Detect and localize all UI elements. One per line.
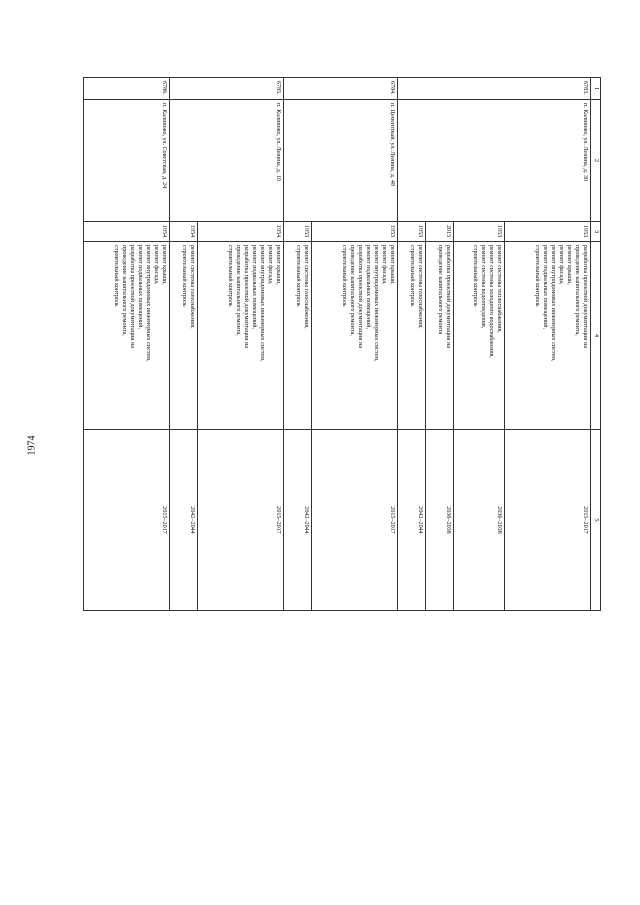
work-line: ремонт внутридомовых инженерных систем, [259,245,266,362]
year-cell: 1953 [453,222,504,242]
work-line: строительный контроль [408,245,415,307]
work-line: ремонт системы теплоснабжения, [495,245,502,333]
work-line: ремонт крыши, [161,245,168,285]
year-cell: 1953 [284,222,312,242]
page-number: 1974 [26,435,38,456]
work-line: ремонт подвальных помещений, [251,245,258,330]
row-number: 6785. [170,78,284,100]
header-col-5: 5 [591,430,601,611]
work-line: строительный контроль [340,245,347,307]
period-cell: 2042–2044 [170,430,198,611]
work-line: ремонт фасада, [381,245,388,285]
work-line: строительный контроль [180,245,187,307]
period-cell: 2042–2044 [398,430,426,611]
period-cell: 2036–2038 [453,430,504,611]
works-cell [398,242,426,430]
table-row [504,78,590,611]
work-line: ремонт фасада, [153,245,160,285]
work-line: ремонт внутридомовых инженерных систем, [145,245,152,362]
address-cell: п. Калиново, ул. Советская, д. 24 [84,100,170,222]
rotated-table-container [83,77,601,610]
header-col-2: 2 [591,100,601,222]
work-line: строительный контроль [471,245,478,307]
header-row [591,78,601,611]
works-cell [311,242,397,430]
work-line: строительный контроль [227,245,234,307]
work-line: разработка проектной документации на [129,245,136,349]
year-cell: 2015 [425,222,453,242]
work-line: ремонт крыши, [565,245,572,285]
period-cell: 2042–2044 [284,430,312,611]
work-line: ремонт фасада, [557,245,564,285]
work-line: разработка проектной документации на [582,245,588,349]
row-number: 6784. [284,78,398,100]
work-line: ремонт подвальных помещений, [541,245,548,330]
year-cell: 1953 [311,222,397,242]
work-line: ремонт фасада, [267,245,274,285]
period-cell: 2015–2017 [84,430,170,611]
year-cell: 1954 [170,222,198,242]
address-cell: п. Калиново, ул. Ленина, д. 10 [170,100,284,222]
table-row [198,78,284,611]
works-cell [84,242,170,430]
work-line: ремонт внутридомовых инженерных систем, [549,245,556,362]
address-cell: п. Цементный, ул. Ленина, д. 48 [284,100,398,222]
work-line: ремонт крыши, [275,245,282,285]
work-line: строительный контроль [294,245,301,307]
work-line: ремонт системы газоснабжения, [302,245,309,329]
work-line: ремонт системы газоснабжения, [416,245,423,329]
row-number: 6786. [84,78,170,100]
works-cell [453,242,504,430]
work-line: ремонт системы газоснабжения, [189,245,196,329]
works-cell [425,242,453,430]
work-line: ремонт системы холодного водоснабжения, [487,245,494,358]
works-cell [284,242,312,430]
work-line: ремонт системы водоотведения, [479,245,486,329]
work-line: проведение капитального ремонта, [235,245,242,336]
work-line: строительный контроль [533,245,540,307]
repair-schedule-table [83,77,601,611]
work-line: разработка проектной документации на [357,245,364,349]
work-line: ремонт подвальных помещений, [365,245,372,330]
header-col-4: 4 [591,242,601,430]
work-line: проведение капитального ремонта [436,245,443,335]
table-row [311,78,397,611]
year-cell: 1954 [198,222,284,242]
table-row [84,78,170,611]
period-cell: 2036–2038 [425,430,453,611]
work-line: разработка проектной документации на [243,245,250,349]
work-line: ремонт подвальных помещений, [137,245,144,330]
year-cell: 1954 [84,222,170,242]
work-line: ремонт внутридомовых инженерных систем, [373,245,380,362]
works-cell [198,242,284,430]
table-body [84,78,591,611]
header-col-3: 3 [591,222,601,242]
works-cell [504,242,590,430]
header-col-1: 1 [591,78,601,100]
page-number-wrap [22,435,42,460]
year-cell: 1953 [398,222,426,242]
work-line: проведение капитального ремонта, [121,245,128,336]
year-cell: 1953 [504,222,590,242]
period-cell: 2015–2017 [198,430,284,611]
period-cell: 2015–2017 [504,430,590,611]
period-cell: 2015–2017 [311,430,397,611]
work-line: разработка проектной документации на [444,245,451,349]
row-number: 6783. [398,78,591,100]
work-line: ремонт крыши, [389,245,396,285]
work-line: проведение капитального ремонта, [349,245,356,336]
work-line: строительный контроль [113,245,120,307]
works-cell [170,242,198,430]
work-line: проведение капитального ремонта, [573,245,580,336]
address-cell: п. Калиново, ул. Ленина, д. 30 [398,100,591,222]
